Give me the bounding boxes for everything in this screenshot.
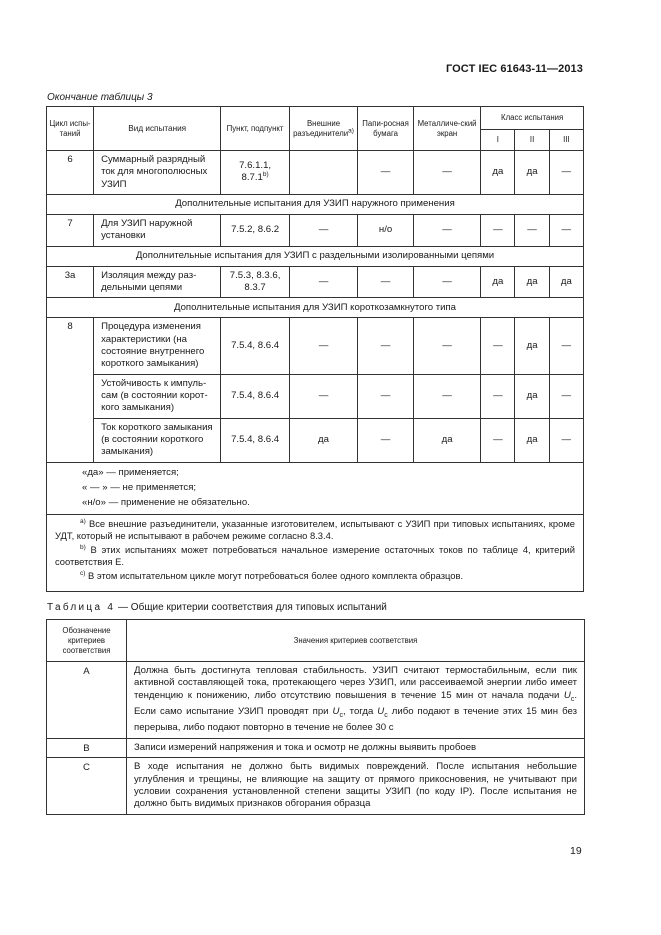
cell-class-1: —: [481, 418, 515, 462]
table-row: [47, 374, 584, 418]
cell-external: [289, 151, 357, 195]
footnote-b: $^{b)}$ В этих испытаниях может потребоваться начальное измерение остаточных токов по таблице 4, критерий соответствия E.: [55, 543, 576, 568]
cell-external: —: [289, 374, 357, 418]
cell-class-2: да: [515, 151, 549, 195]
document-id: ГОСТ IEC 61643-11—2013: [445, 63, 583, 75]
header-criteria-values: Значения критериев соответствия: [127, 620, 585, 662]
legend-item: « — » — не применяется;: [82, 481, 197, 493]
cell-external: —: [289, 214, 357, 246]
table-4: [46, 619, 585, 815]
header-class-3: III: [549, 130, 583, 151]
header-test-class: Класс испытания: [481, 107, 584, 130]
cell-class-1: да: [481, 266, 515, 298]
cell-test: Изоляция между раз-дельными цепями: [94, 266, 221, 298]
cell-screen: да: [413, 418, 480, 462]
table-row: [47, 418, 584, 462]
cell-clause: 7.5.2, 8.6.2: [221, 214, 289, 246]
cell-class-1: —: [481, 374, 515, 418]
section-heading: Дополнительные испытания для УЗИП с раздельными изолированными цепями: [47, 246, 584, 266]
cell-screen: —: [413, 374, 480, 418]
table-row: [47, 266, 584, 298]
table-row: [47, 758, 585, 815]
table-3: [46, 106, 584, 592]
cell-class-3: —: [549, 418, 583, 462]
header-metal-screen: Металличе-ский экран: [413, 107, 480, 151]
cell-test: Устойчивость к импуль-сам (в состоянии корот-кого замыкания): [94, 374, 221, 418]
header-class-2: II: [515, 130, 549, 151]
cell-paper: —: [358, 151, 414, 195]
cell-class-2: да: [515, 374, 549, 418]
header-external-disconnectors: Внешние разъединители$^{а)}$: [289, 107, 357, 151]
table3-caption: Окончание таблицы 3: [47, 92, 153, 103]
cell-cycle: 8: [47, 318, 94, 462]
header-tissue-paper: Папи-росная бумага: [358, 107, 414, 151]
cell-test: Для УЗИП наружной установки: [94, 214, 221, 246]
cell-clause: 7.5.4, 8.6.4: [221, 418, 289, 462]
cell-test: Суммарный разрядный ток для многополюсных УЗИП: [94, 151, 221, 195]
cell-clause: 7.6.1.1, 8.7.1$^{b)}$: [221, 151, 289, 195]
table-row: [47, 738, 585, 757]
table4-caption: Таблица 4 — Общие критерии соответствия для типовых испытаний: [47, 602, 387, 613]
footnote-c: $^{c)}$ В этом испытательном цикле могут потребоваться более одного комплекта образцов.: [80, 570, 464, 582]
section-heading: Дополнительные испытания для УЗИП короткозамкнутого типа: [47, 298, 584, 318]
cell-paper: —: [358, 418, 414, 462]
cell-criteria: В ходе испытания не должно быть видимых повреждений. После испытания небольшие углубления и трещины, не влияющие на защиту от прямого прикосновения, не учитывают при условии сохранения установленной степени защиты УЗИП (по коду IP). После испытания не должно быть видимых признаков обгорания образца: [127, 758, 585, 815]
table-row: [47, 318, 584, 374]
cell-class-3: —: [549, 214, 583, 246]
cell-test: Процедура изменения характеристики (на состояние внутреннего короткого замыкания): [94, 318, 221, 374]
cell-paper: —: [358, 266, 414, 298]
cell-class-3: —: [549, 374, 583, 418]
cell-class-1: —: [481, 214, 515, 246]
cell-clause: 7.5.4, 8.6.4: [221, 318, 289, 374]
cell-class-2: —: [515, 214, 549, 246]
cell-class-1: да: [481, 151, 515, 195]
cell-code: B: [47, 738, 127, 757]
cell-screen: —: [413, 214, 480, 246]
table-row: [47, 214, 584, 246]
table-row: [47, 662, 585, 739]
table-row: [47, 151, 584, 195]
cell-clause: 7.5.4, 8.6.4: [221, 374, 289, 418]
cell-clause: 7.5.3, 8.3.6, 8.3.7: [221, 266, 289, 298]
cell-class-1: —: [481, 318, 515, 374]
cell-cycle: 3а: [47, 266, 94, 298]
legend-item: «н/о» — применение не обязательно.: [82, 497, 250, 509]
cell-class-3: да: [549, 266, 583, 298]
legend-item: «да» — применяется;: [82, 466, 179, 478]
cell-external: да: [289, 418, 357, 462]
cell-code: C: [47, 758, 127, 815]
cell-code: A: [47, 662, 127, 739]
header-class-1: I: [481, 130, 515, 151]
cell-class-3: —: [549, 318, 583, 374]
cell-class-2: да: [515, 418, 549, 462]
header-criteria-code: Обозначение критериев соответствия: [47, 620, 127, 662]
page-number: 19: [570, 845, 582, 857]
section-heading: Дополнительные испытания для УЗИП наружного применения: [47, 194, 584, 214]
cell-class-3: —: [549, 151, 583, 195]
cell-test: Ток короткого замыкания (в состоянии короткого замыкания): [94, 418, 221, 462]
cell-external: —: [289, 266, 357, 298]
cell-screen: —: [413, 266, 480, 298]
cell-paper: н/о: [358, 214, 414, 246]
cell-external: —: [289, 318, 357, 374]
cell-paper: —: [358, 374, 414, 418]
cell-class-2: да: [515, 266, 549, 298]
header-cycle: Цикл испы-таний: [47, 107, 94, 151]
header-clause: Пункт, подпункт: [221, 107, 289, 151]
cell-class-2: да: [515, 318, 549, 374]
footnote-a: $^{a)}$ Все внешние разъединители, указанные изготовителем, испытывают с УЗИП при типовых испытаниях, кроме УДТ, который не испытывают в рабочем режиме согласно 8.3.4.: [55, 517, 575, 541]
footnotes: [47, 514, 584, 591]
cell-cycle: 7: [47, 214, 94, 246]
cell-screen: —: [413, 318, 480, 374]
cell-cycle: 6: [47, 151, 94, 195]
legend: [47, 462, 584, 514]
header-test-type: Вид испытания: [94, 107, 221, 151]
cell-criteria: Должна быть достигнута тепловая стабильность. УЗИП считают термостабильным, если пик активной составляющей тока, протекающего через УЗИП, или рассеиваемой энергии либо имеет тенденцию к понижению, либо отсутствию повышения в течение 15 мин от начала подачи $U_с$. Если само испытание УЗИП проводят при $U_с$, тогда $U_с$ либо подают в течение этих 15 мин без перерыва, либо подают повторно в течение не более 30 с: [127, 662, 585, 739]
cell-screen: —: [413, 151, 480, 195]
cell-criteria: Записи измерений напряжения и тока и осмотр не должны выявить пробоев: [127, 738, 585, 757]
cell-paper: —: [358, 318, 414, 374]
